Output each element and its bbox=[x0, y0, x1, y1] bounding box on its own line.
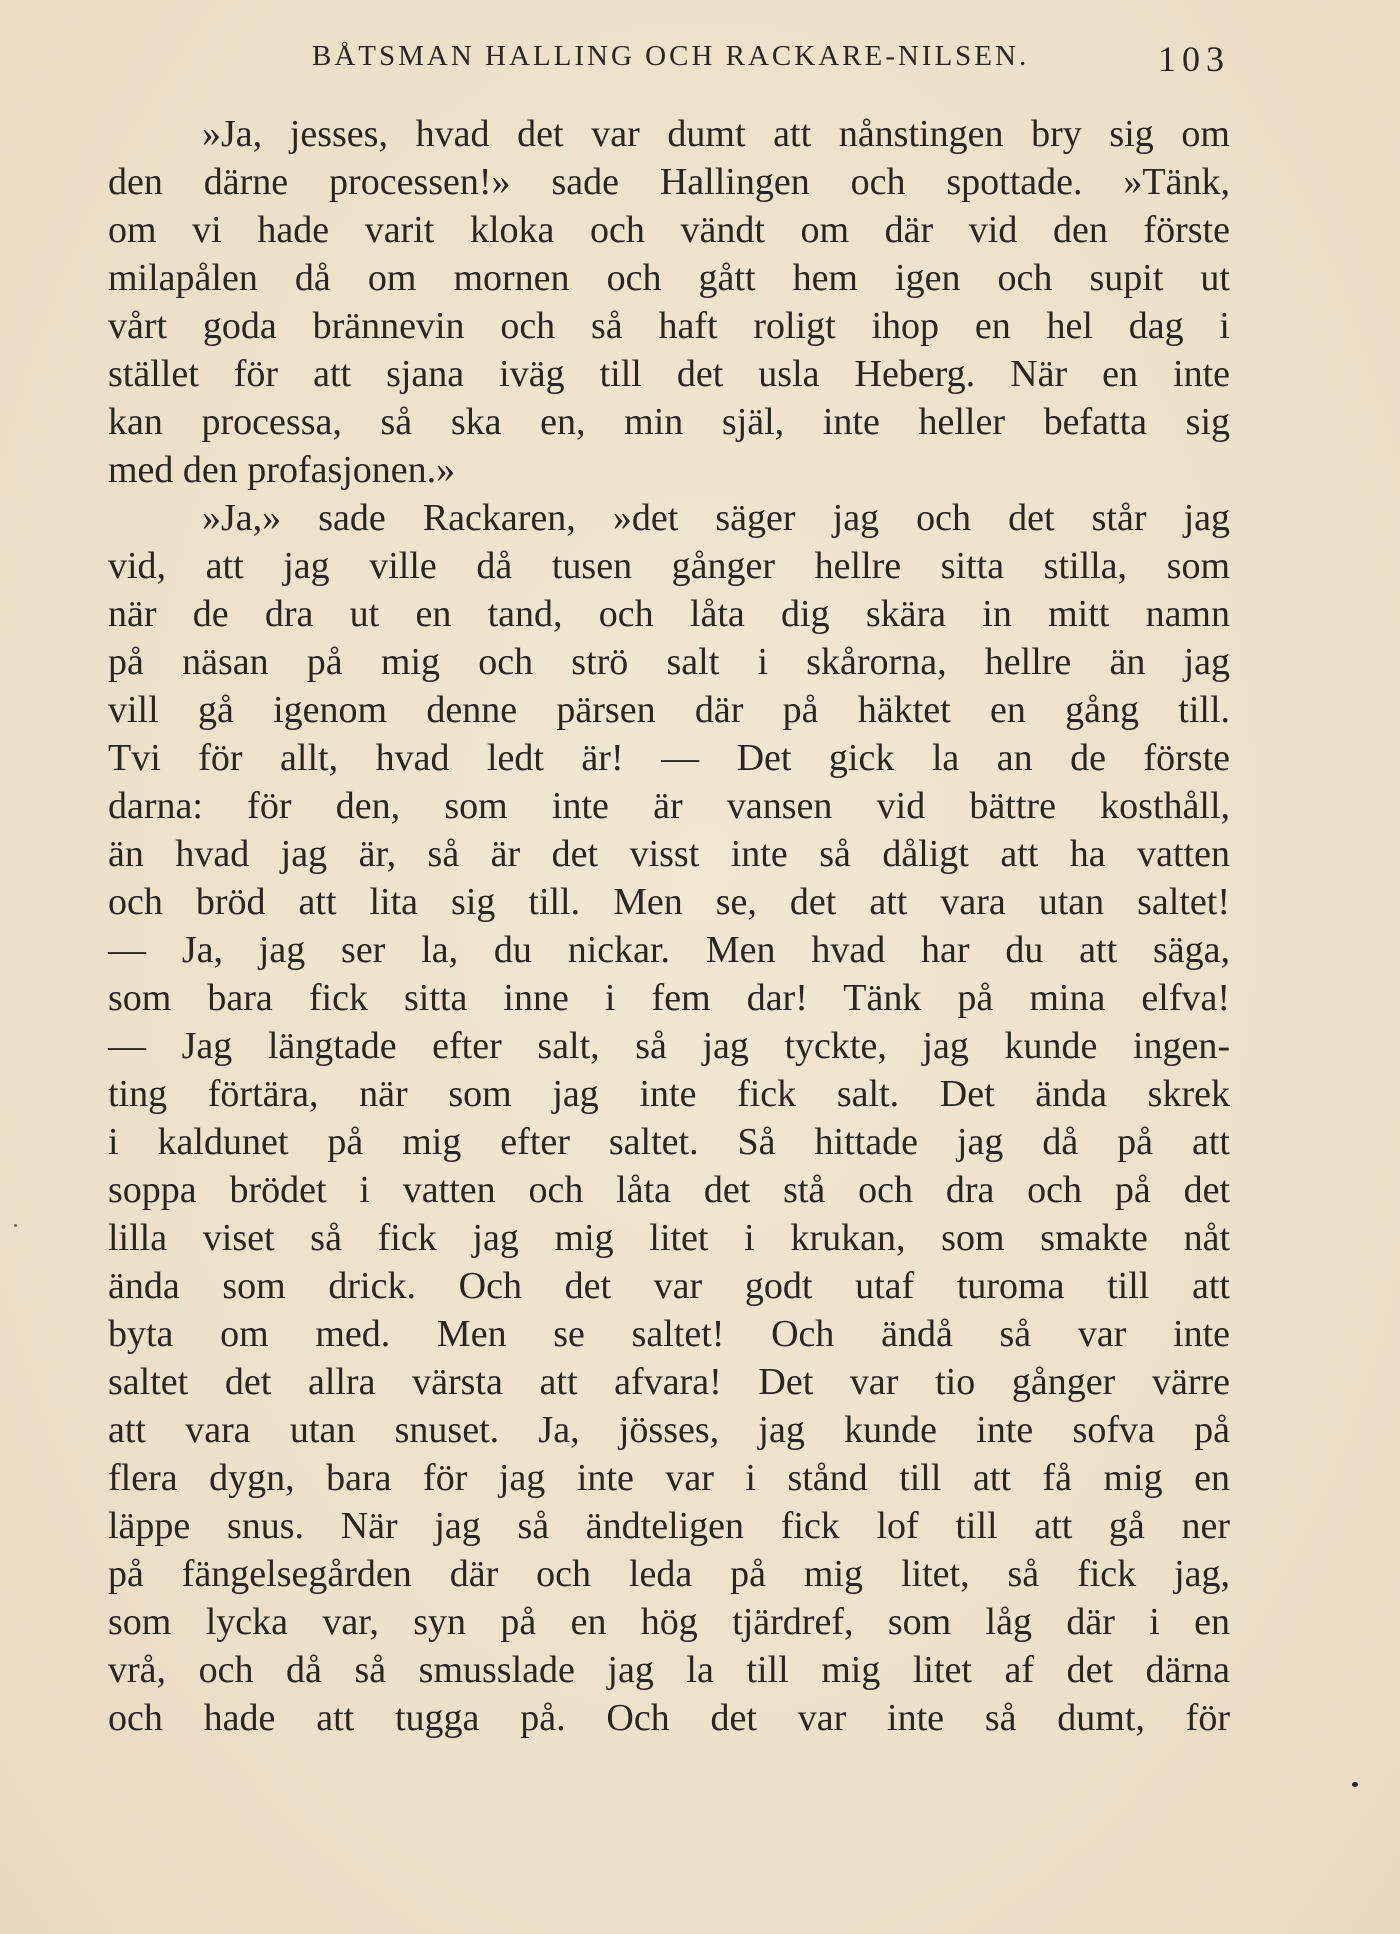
text-line: byta om med. Men se saltet! Och ändå så var inte bbox=[108, 1313, 1230, 1355]
text-line: än hvad jag är, så är det visst inte så dåligt att ha vatten bbox=[108, 833, 1230, 875]
text-line: »Ja, jesses, hvad det var dumt att nånstingen bry sig om bbox=[202, 113, 1230, 155]
text-line: lilla viset så fick jag mig litet i krukan, som smakte nåt bbox=[108, 1217, 1230, 1259]
ink-speck bbox=[14, 1224, 17, 1227]
text-line: flera dygn, bara för jag inte var i stånd till att få mig en bbox=[108, 1457, 1230, 1499]
text-line: när de dra ut en tand, och låta dig skära in mitt namn bbox=[108, 593, 1230, 635]
text-line: läppe snus. När jag så ändteligen fick lof till att gå ner bbox=[108, 1505, 1230, 1547]
text-line: Tvi för allt, hvad ledt är! — Det gick la an de förste bbox=[108, 737, 1230, 779]
text-line: på fängelsegården där och leda på mig litet, så fick jag, bbox=[108, 1553, 1230, 1595]
text-line: som lycka var, syn på en hög tjärdref, som låg där i en bbox=[108, 1601, 1230, 1643]
text-line: darna: för den, som inte är vansen vid bättre kosthåll, bbox=[108, 785, 1230, 827]
text-line: vill gå igenom denne pärsen där på häktet en gång till. bbox=[108, 689, 1230, 731]
text-line: vrå, och då så smusslade jag la till mig litet af det därna bbox=[108, 1649, 1230, 1691]
text-line: ända som drick. Och det var godt utaf turoma till att bbox=[108, 1265, 1230, 1307]
text-line: vid, att jag ville då tusen gånger hellre sitta stilla, som bbox=[108, 545, 1230, 587]
text-line: vårt goda brännevin och så haft roligt ihop en hel dag i bbox=[108, 305, 1230, 347]
running-header bbox=[108, 40, 1230, 80]
text-line: — Ja, jag ser la, du nickar. Men hvad har du att säga, bbox=[108, 929, 1230, 971]
text-line: att vara utan snuset. Ja, jösses, jag kunde inte sofva på bbox=[108, 1409, 1230, 1451]
text-line: soppa brödet i vatten och låta det stå och dra och på det bbox=[108, 1169, 1230, 1211]
text-line: milapålen då om mornen och gått hem igen och supit ut bbox=[108, 257, 1230, 299]
text-line: — Jag längtade efter salt, så jag tyckte, jag kunde ingen- bbox=[108, 1025, 1230, 1067]
text-line: saltet det allra värsta att afvara! Det var tio gånger värre bbox=[108, 1361, 1230, 1403]
text-line: och hade att tugga på. Och det var inte så dumt, för bbox=[108, 1697, 1230, 1739]
ink-speck bbox=[1352, 1782, 1358, 1787]
text-line: om vi hade varit kloka och vändt om där vid den förste bbox=[108, 209, 1230, 251]
text-line: på näsan på mig och strö salt i skårorna, hellre än jag bbox=[108, 641, 1230, 683]
body-text bbox=[108, 110, 1230, 1742]
running-title: BÅTSMAN HALLING OCH RACKARE-NILSEN. bbox=[312, 40, 1030, 72]
text-line: med den profasjonen.» bbox=[108, 449, 456, 491]
text-line: i kaldunet på mig efter saltet. Så hittade jag då på att bbox=[108, 1121, 1230, 1163]
text-line: stället för att sjana iväg till det usla Heberg. När en inte bbox=[108, 353, 1230, 395]
page-number: 103 bbox=[1158, 39, 1230, 79]
text-line: som bara fick sitta inne i fem dar! Tänk på mina elfva! bbox=[108, 977, 1230, 1019]
text-line: kan processa, så ska en, min själ, inte heller befatta sig bbox=[108, 401, 1230, 443]
text-line: och bröd att lita sig till. Men se, det att vara utan saltet! bbox=[108, 881, 1230, 923]
text-line: ting förtära, när som jag inte fick salt. Det ända skrek bbox=[108, 1073, 1230, 1115]
text-line: den därne processen!» sade Hallingen och spottade. »Tänk, bbox=[108, 161, 1230, 203]
text-line: »Ja,» sade Rackaren, »det säger jag och det står jag bbox=[202, 497, 1230, 539]
